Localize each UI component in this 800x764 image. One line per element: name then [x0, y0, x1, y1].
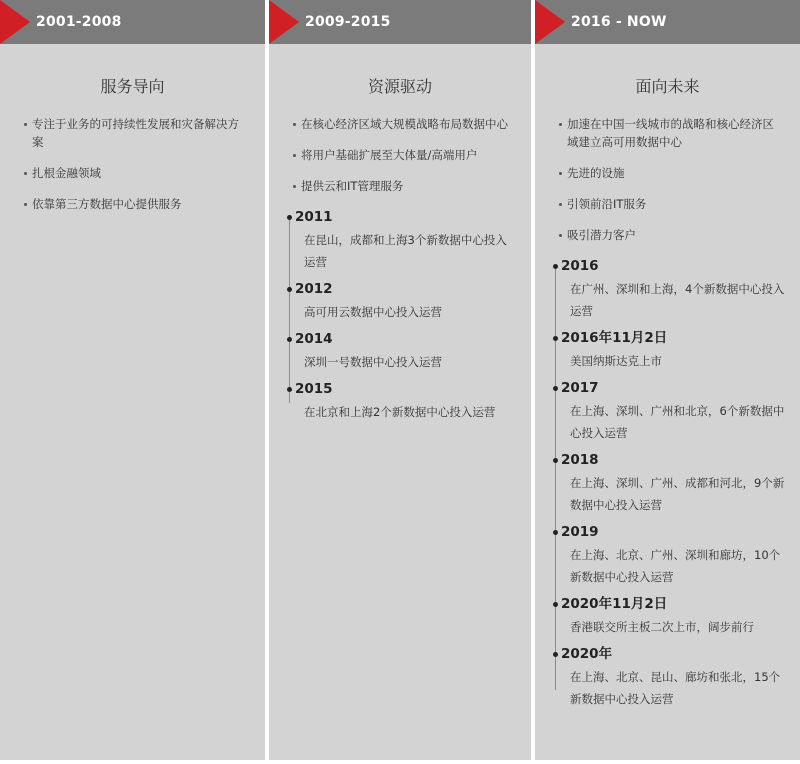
list-item: 专注于业务的可持续性发展和灾备解决方案: [24, 115, 265, 151]
column-title: 资源驱动: [367, 77, 432, 96]
milestone-description: 在北京和上海2个新数据中心投入运营: [304, 405, 496, 419]
timeline-dot-icon: [287, 387, 292, 392]
milestone-description: 在上海、深圳、广州、成都和河北，9个新数据中心投入运营: [570, 476, 785, 512]
period-label: 2016 - NOW: [571, 14, 667, 30]
list-item: 将用户基础扩展至大体量/高端用户: [293, 146, 531, 164]
column-2016-now: [535, 0, 800, 760]
timeline-dot-icon: [553, 602, 558, 607]
red-arrow-marker-icon: [0, 0, 30, 44]
column-2001-2008: [0, 0, 265, 760]
list-item: 提供云和IT管理服务: [293, 177, 531, 195]
column-header: [535, 0, 800, 44]
period-label: 2009-2015: [305, 14, 391, 30]
milestone-year: 2011: [295, 209, 333, 225]
timeline-dot-icon: [553, 336, 558, 341]
milestone-description: 在上海、北京、广州、深圳和廊坊，10个新数据中心投入运营: [570, 548, 781, 584]
timeline-item: [287, 330, 517, 373]
milestone-year: 2015: [295, 381, 333, 397]
milestone-timeline: [287, 208, 531, 423]
milestone-description: 在昆山，成都和上海3个新数据中心投入运营: [304, 233, 507, 269]
timeline-dot-icon: [553, 652, 558, 657]
red-arrow-marker-icon: [535, 0, 565, 44]
milestone-description: 在上海、北京、昆山、廊坊和张北，15个新数据中心投入运营: [570, 670, 781, 706]
milestone-description: 在上海、深圳、广州和北京，6个新数据中心投入运营: [570, 404, 785, 440]
list-item: 扎根金融领域: [24, 164, 265, 182]
milestone-description: 在广州、深圳和上海，4个新数据中心投入运营: [570, 282, 785, 318]
list-item: 加速在中国一线城市的战略和核心经济区域建立高可用数据中心: [559, 115, 800, 151]
milestone-description: 香港联交所主板二次上市，阔步前行: [570, 620, 754, 634]
milestone-year: 2020年: [561, 646, 613, 662]
column-header: [0, 0, 265, 44]
timeline-dot-icon: [287, 215, 292, 220]
milestone-year: 2012: [295, 281, 333, 297]
timeline-dot-icon: [553, 264, 558, 269]
timeline-item: [553, 257, 786, 322]
bullet-list: [269, 115, 531, 195]
list-item: 依靠第三方数据中心提供服务: [24, 195, 265, 213]
bullet-list: [535, 115, 800, 244]
timeline-dot-icon: [287, 287, 292, 292]
milestone-description: 深圳一号数据中心投入运营: [304, 355, 442, 369]
milestone-description: 高可用云数据中心投入运营: [304, 305, 442, 319]
timeline-item: [553, 329, 786, 372]
bullet-list: [0, 115, 265, 213]
list-item: 吸引潜力客户: [559, 226, 800, 244]
timeline-item: [553, 645, 786, 710]
milestone-year: 2016: [561, 258, 599, 274]
timeline-item: [287, 380, 517, 423]
milestone-year: 2019: [561, 524, 599, 540]
milestone-year: 2016年11月2日: [561, 330, 668, 346]
timeline-item: [553, 523, 786, 588]
timeline-dot-icon: [553, 386, 558, 391]
milestone-description: 美国纳斯达克上市: [570, 354, 662, 368]
red-arrow-marker-icon: [269, 0, 299, 44]
column-title: 服务导向: [100, 77, 165, 96]
period-label: 2001-2008: [36, 14, 122, 30]
list-item: 引领前沿IT服务: [559, 195, 800, 213]
timeline-dot-icon: [287, 337, 292, 342]
milestone-year: 2014: [295, 331, 333, 347]
timeline-item: [553, 595, 786, 638]
timeline-item: [287, 208, 517, 273]
timeline-dot-icon: [553, 530, 558, 535]
list-item: 先进的设施: [559, 164, 800, 182]
timeline-item: [553, 451, 786, 516]
column-2009-2015: [269, 0, 531, 760]
milestone-year: 2017: [561, 380, 599, 396]
list-item: 在核心经济区域大规模战略布局数据中心: [293, 115, 531, 133]
milestone-year: 2018: [561, 452, 599, 468]
timeline-dot-icon: [553, 458, 558, 463]
milestone-year: 2020年11月2日: [561, 596, 668, 612]
timeline-item: [287, 280, 517, 323]
column-title: 面向未来: [635, 77, 700, 96]
timeline-item: [553, 379, 786, 444]
column-header: [269, 0, 531, 44]
milestone-timeline: [553, 257, 800, 710]
